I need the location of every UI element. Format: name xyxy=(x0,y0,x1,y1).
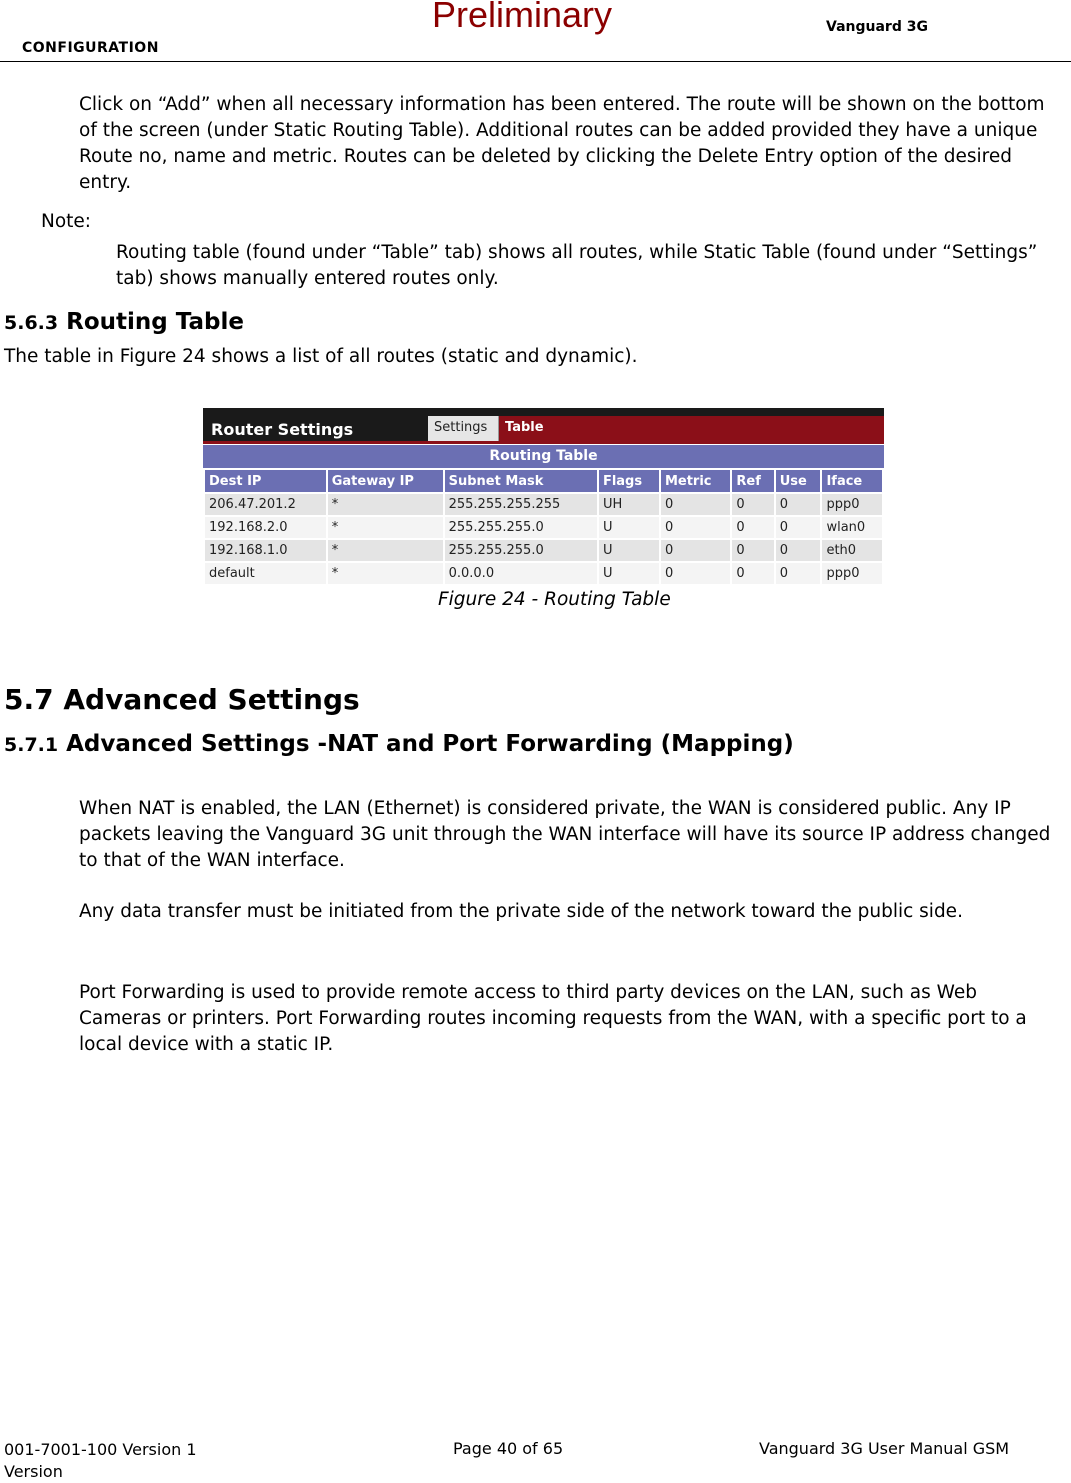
cell: 0 xyxy=(661,517,730,538)
tab-strip xyxy=(428,416,884,443)
col-gateway-ip: Gateway IP xyxy=(328,470,443,492)
col-metric: Metric xyxy=(661,470,730,492)
tab-settings[interactable]: Settings xyxy=(428,416,499,443)
footer-page: Page 40 of 65 xyxy=(453,1439,564,1458)
table-header-row xyxy=(205,470,882,492)
col-ref: Ref xyxy=(732,470,773,492)
col-flags: Flags xyxy=(599,470,659,492)
heading-nat-port-forwarding xyxy=(4,731,794,757)
footer-doc-number: 001-7001-100 Version 1 Version xyxy=(4,1440,197,1481)
figure-caption: Figure 24 - Routing Table xyxy=(438,589,671,610)
cell: 255.255.255.0 xyxy=(445,517,597,538)
note-text: Routing table (found under “Table” tab) shows all routes, while Static Table (found under “Settings” tab) shows manually entered routes only. xyxy=(116,242,1038,289)
cell: 0 xyxy=(732,517,773,538)
table-row xyxy=(205,494,882,515)
heading-routing-table xyxy=(4,309,244,335)
routing-table-title: Routing Table xyxy=(203,445,884,468)
table-row xyxy=(205,563,882,584)
cell: 255.255.255.0 xyxy=(445,540,597,561)
cell: U xyxy=(599,540,659,561)
heading-advanced-settings: 5.7 Advanced Settings xyxy=(4,683,360,716)
cell: * xyxy=(328,540,443,561)
cell: 0 xyxy=(661,540,730,561)
cell: 255.255.255.255 xyxy=(445,494,597,515)
routing-table-screenshot xyxy=(203,405,884,583)
cell: 0 xyxy=(732,494,773,515)
cell: default xyxy=(205,563,326,584)
cell: 0 xyxy=(776,540,821,561)
watermark-preliminary: Preliminary xyxy=(432,0,613,35)
tab-underline xyxy=(203,441,884,444)
router-settings-title: Router Settings xyxy=(211,420,354,439)
paragraph-port-forwarding: Port Forwarding is used to provide remote access to third party devices on the LAN, such as Web Cameras or printers. Port Forwarding routes incoming requests from the WAN, with a specific port to a local device with a static IP. xyxy=(79,982,1027,1055)
paragraph-routing-intro: The table in Figure 24 shows a list of all routes (static and dynamic). xyxy=(4,346,638,367)
col-subnet-mask: Subnet Mask xyxy=(445,470,597,492)
cell: U xyxy=(599,517,659,538)
cell: * xyxy=(328,517,443,538)
cell: * xyxy=(328,563,443,584)
cell: 0 xyxy=(661,494,730,515)
heading-number: 5.7.1 xyxy=(4,734,59,756)
router-settings-bar xyxy=(203,408,884,443)
cell: 0 xyxy=(776,517,821,538)
routing-table xyxy=(203,468,884,586)
paragraph-add-route: Click on “Add” when all necessary information has been entered. The route will be shown on the bottom of the screen (under Static Routing Table). Additional routes can be added provided they have a unique Route no, name and metric. Routes can be deleted by clicking the Delete Entry option of the desired entry. xyxy=(79,94,1045,193)
cell: wlan0 xyxy=(822,517,882,538)
cell: 0 xyxy=(732,540,773,561)
footer-manual: Vanguard 3G User Manual GSM xyxy=(759,1439,1010,1458)
cell: 0 xyxy=(776,563,821,584)
cell: 0.0.0.0 xyxy=(445,563,597,584)
paragraph-data-transfer: Any data transfer must be initiated from the private side of the network toward the public side. xyxy=(79,901,963,922)
heading-number: 5.6.3 xyxy=(4,312,59,334)
cell: * xyxy=(328,494,443,515)
cell: 192.168.2.0 xyxy=(205,517,326,538)
col-iface: Iface xyxy=(822,470,882,492)
cell: 206.47.201.2 xyxy=(205,494,326,515)
heading-title: Advanced Settings -NAT and Port Forwarding (Mapping) xyxy=(66,731,794,757)
cell: 192.168.1.0 xyxy=(205,540,326,561)
heading-title: Routing Table xyxy=(66,309,244,335)
header-section: CONFIGURATION xyxy=(22,40,159,56)
cell: 0 xyxy=(776,494,821,515)
cell: eth0 xyxy=(822,540,882,561)
table-row xyxy=(205,540,882,561)
paragraph-nat: When NAT is enabled, the LAN (Ethernet) is considered private, the WAN is considered public. Any IP packets leaving the Vanguard 3G unit through the WAN interface will have its source IP address changed to that of the WAN interface. xyxy=(79,798,1051,871)
cell: ppp0 xyxy=(822,563,882,584)
cell: ppp0 xyxy=(822,494,882,515)
tab-table[interactable]: Table xyxy=(499,416,551,443)
cell: U xyxy=(599,563,659,584)
header-product: Vanguard 3G xyxy=(826,19,928,35)
header-divider xyxy=(0,61,1071,62)
note-label: Note: xyxy=(41,211,92,232)
cell: 0 xyxy=(732,563,773,584)
col-dest-ip: Dest IP xyxy=(205,470,326,492)
col-use: Use xyxy=(776,470,821,492)
cell: 0 xyxy=(661,563,730,584)
table-row xyxy=(205,517,882,538)
cell: UH xyxy=(599,494,659,515)
